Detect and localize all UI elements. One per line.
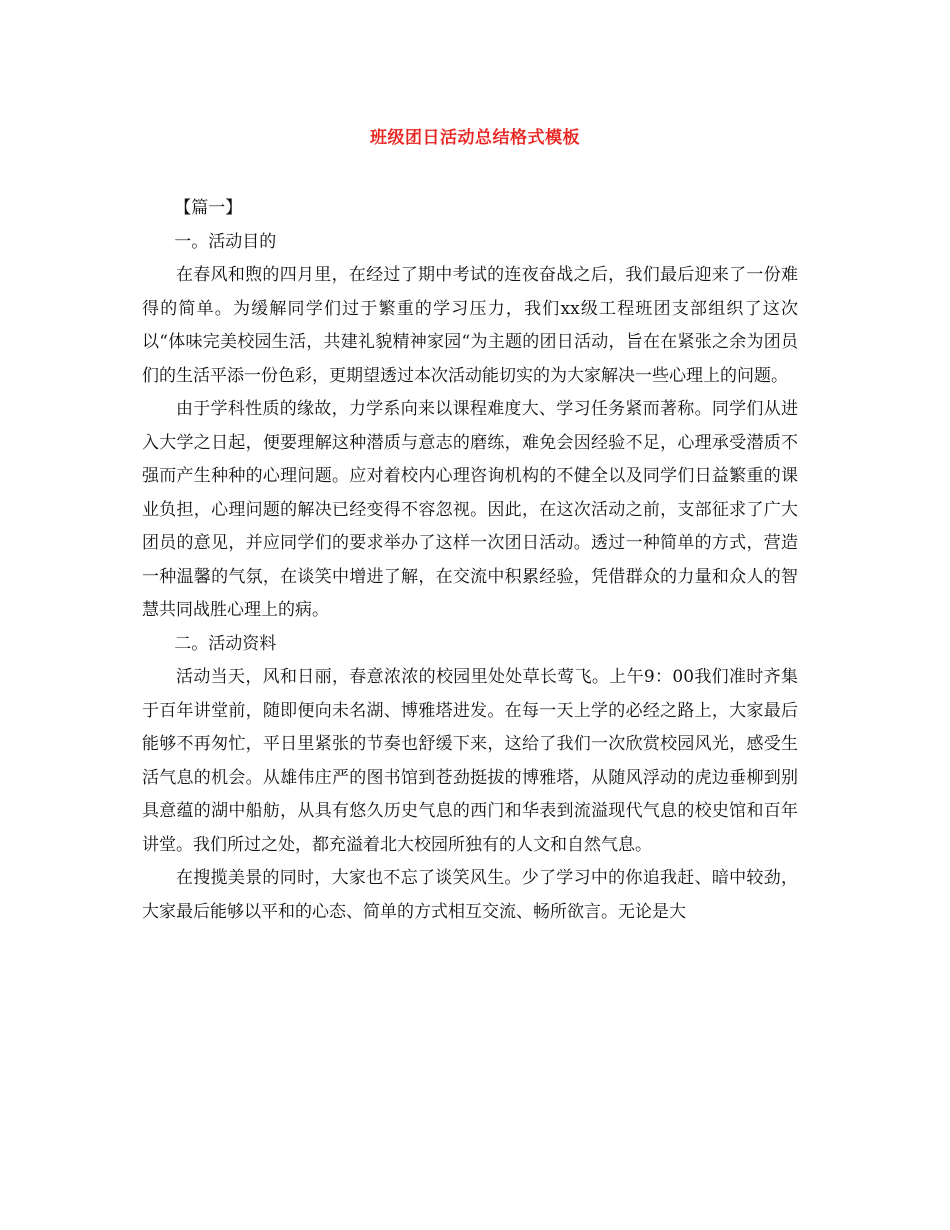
document-title: 班级团日活动总结格式模板 [370, 128, 580, 148]
paragraph: 在搜揽美景的同时，大家也不忘了谈笑风生。少了学习中的你追我赶、暗中较劲，大家最后能够以平和的心态、简单的方式相互交流、畅所欲言。无论是大 [142, 868, 798, 922]
paragraph: 在春风和煦的四月里，在经过了期中考试的连夜奋战之后，我们最后迎来了一份难得的简单。为缓解同学们过于繁重的学习压力，我们xx级工程班团支部组织了这次以“体味完美校园生活，共建礼貌精神家园“为主题的团日活动，旨在在紧张之余为团员们的生活平添一份色彩，更期望透过本次活动能切实的为大家解决一些心理上的问题。 [142, 265, 798, 386]
document-body [142, 192, 798, 929]
section-label: 【篇一】 [174, 198, 243, 218]
paragraph: 活动当天，风和日丽，春意浓浓的校园里处处草长莺飞。上午9：00我们准时齐集于百年讲堂前，随即便向未名湖、博雅塔进发。在每一天上学的必经之路上，大家最后能够不再匆忙，平日里紧张的节奏也舒缓下来，这给了我们一次欣赏校园风光，感受生活气息的机会。从雄伟庄严的图书馆到苍劲挺拔的博雅塔，从随风浮动的虎边垂柳到别具意蕴的湖中船舫，从具有悠久历史气息的西门和华表到流溢现代气息的校史馆和百年讲堂。我们所过之处，都充溢着北大校园所独有的人文和自然气息。 [142, 667, 798, 855]
section-heading-purpose: 一。活动目的 [174, 231, 277, 252]
section-heading-content: 二。活动资料 [174, 633, 277, 654]
paragraph: 由于学科性质的缘故，力学系向来以课程难度大、学习任务紧而著称。同学们从进入大学之日起，便要理解这种潜质与意志的磨练，难免会因经验不足，心理承受潜质不强而产生种种的心理问题。应对着校内心理咨询机构的不健全以及同学们日益繁重的课业负担，心理问题的解决已经变得不容忽视。因此，在这次活动之前，支部征求了广大团员的意见，并应同学们的要求举办了这样一次团日活动。透过一种简单的方式，营造一种温馨的气氛，在谈笑中增进了解，在交流中积累经验，凭借群众的力量和众人的智慧共同战胜心理上的病。 [142, 399, 798, 620]
